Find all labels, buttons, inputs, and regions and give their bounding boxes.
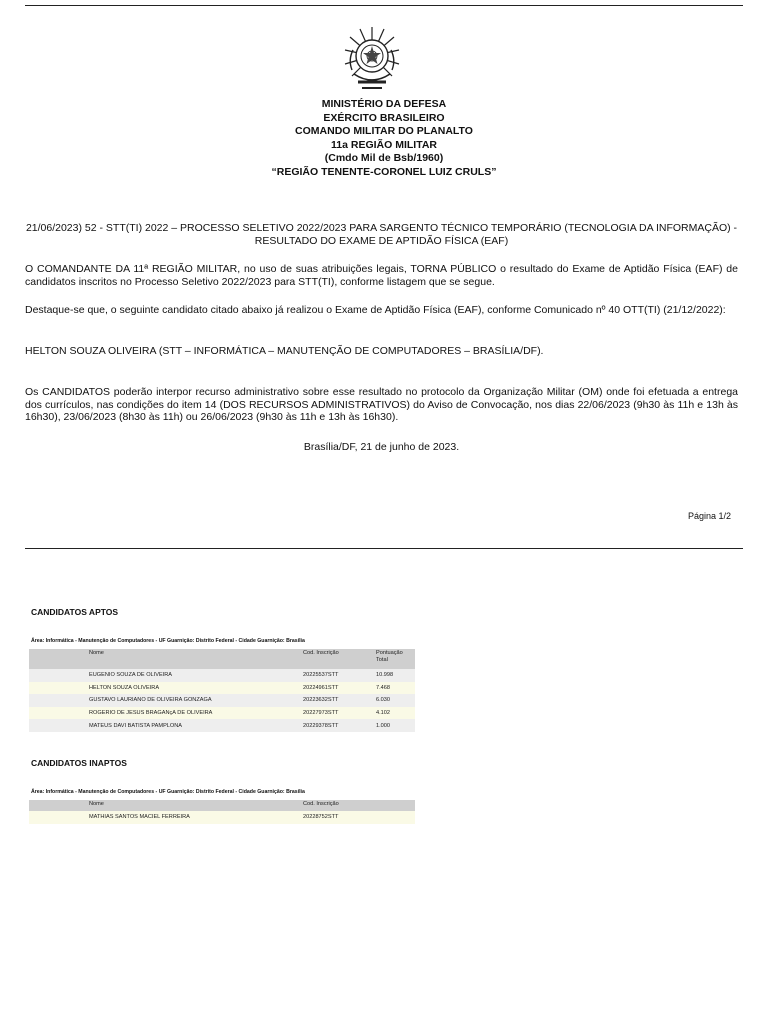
- table-header-row: [29, 800, 415, 811]
- candidate-score: 6.030: [375, 694, 415, 707]
- candidate-code: 20223632STT: [302, 694, 375, 707]
- candidate-name: ROGERIO DE JESUS BRAGANçA DE OLIVEIRA: [88, 707, 302, 720]
- section-title-aptos: CANDIDATOS APTOS: [31, 607, 119, 617]
- inaptos-table: [29, 800, 415, 824]
- section-title-inaptos: CANDIDATOS INAPTOS: [31, 758, 127, 768]
- header-line: (Cmdo Mil de Bsb/1960): [324, 152, 444, 165]
- paragraph-announcement: O COMANDANTE DA 11ª REGIÃO MILITAR, no uso de suas atribuições legais, TORNA PÚBLICO o resultado do Exame de Aptidão Física (EAF) de candidatos inscritos no Processo Seletivo 2022/2023 para STT(TI), conforme listagem que se segue.: [25, 263, 738, 288]
- candidate-score: 1.000: [375, 719, 415, 732]
- area-label: Área: Informática - Manutenção de Computadores - UF Guarnição: Distrito Federal - Cidade Guarnição: Brasília: [31, 638, 305, 644]
- header-line: MINISTÉRIO DA DEFESA: [321, 98, 447, 110]
- table-header-cod: Cod. Inscrição: [302, 800, 375, 811]
- candidate-code: 20227973STT: [302, 707, 375, 720]
- candidate-score: 4.102: [375, 707, 415, 720]
- coat-of-arms-icon: [344, 24, 400, 96]
- candidate-code: 20229378STT: [302, 719, 375, 732]
- table-header-cell: [29, 649, 88, 669]
- candidate-score: 10.998: [375, 669, 415, 682]
- top-rule: [25, 5, 743, 6]
- document-title: 21/06/2023) 52 - STT(TI) 2022 – PROCESSO SELETIVO 2022/2023 PARA SARGENTO TÉCNICO TEMPORÁRIO (TECNOLOGIA DA INFORMAÇÃO) - RESULTADO DO EXAME DE APTIDÃO FÍSICA (EAF): [25, 222, 738, 247]
- candidate-name: HELTON SOUZA OLIVEIRA: [88, 682, 302, 695]
- table-row: [29, 669, 415, 682]
- candidate-code: 20224961STT: [302, 682, 375, 695]
- page-break-rule: [25, 548, 743, 549]
- paragraph-candidate: HELTON SOUZA OLIVEIRA (STT – INFORMÁTICA – MANUTENÇÃO DE COMPUTADORES – BRASÍLIA/DF).: [25, 345, 544, 357]
- table-cell: [29, 682, 88, 695]
- header-line: 11a REGIÃO MILITAR: [331, 138, 437, 151]
- table-row: [29, 682, 415, 695]
- table-header-cell: [375, 800, 415, 811]
- table-row: [29, 719, 415, 732]
- table-header-nome: Nome: [88, 800, 302, 811]
- table-cell: [29, 719, 88, 732]
- table-header-nome: Nome: [88, 649, 302, 669]
- table-header-cod: Cod. Inscrição: [302, 649, 375, 669]
- table-cell: [29, 694, 88, 707]
- candidate-score: 7.468: [375, 682, 415, 695]
- table-header-cell: [29, 800, 88, 811]
- table-cell: [29, 707, 88, 720]
- table-header-row: [29, 649, 415, 669]
- table-cell: [29, 669, 88, 682]
- candidate-name: MATEUS DAVI BATISTA PAMPLONA: [88, 719, 302, 732]
- place-date: Brasília/DF, 21 de junho de 2023.: [303, 441, 460, 453]
- candidate-code: 20228752STT: [302, 811, 375, 824]
- paragraph-highlight: Destaque-se que, o seguinte candidato citado abaixo já realizou o Exame de Aptidão Física (EAF), conforme Comunicado nº 40 OTT(TI) (21/12/2022):: [25, 304, 726, 316]
- table-header-pontuacao: Pontuação Total: [375, 649, 415, 669]
- table-row: [29, 811, 415, 824]
- candidate-name: MATHIAS SANTOS MACIEL FERREIRA: [88, 811, 302, 824]
- aptos-table: [29, 649, 415, 732]
- area-label: Área: Informática - Manutenção de Computadores - UF Guarnição: Distrito Federal - Cidade Guarnição: Brasília: [31, 789, 305, 795]
- table-row: [29, 694, 415, 707]
- page-number: Página 1/2: [687, 511, 731, 521]
- candidate-name: EUGENIO SOUZA DE OLIVEIRA: [88, 669, 302, 682]
- candidate-name: GUSTAVO LAURIANO DE OLIVEIRA GONZAGA: [88, 694, 302, 707]
- header-line: COMANDO MILITAR DO PLANALTO: [295, 125, 473, 138]
- header-line: “REGIÃO TENENTE-CORONEL LUIZ CRULS”: [271, 165, 497, 178]
- institution-header: [0, 98, 768, 180]
- table-cell: [375, 811, 415, 824]
- table-cell: [29, 811, 88, 824]
- paragraph-appeal: Os CANDIDATOS poderão interpor recurso administrativo sobre esse resultado no protocolo da Organização Militar (OM) onde foi efetuada a entrega dos currículos, nas condições do item 14 (DOS RECURSOS ADMINISTRATIVOS) do Aviso de Convocação, nos dias 22/06/2023 (9h30 às 11h e 13h às 16h30), 23/06/2023 (8h30 às 11h) ou 26/06/2023 (9h30 às 11h e 13h às 16h30).: [25, 386, 738, 424]
- table-row: [29, 707, 415, 720]
- candidate-code: 20225537STT: [302, 669, 375, 682]
- header-line: EXÉRCITO BRASILEIRO: [323, 111, 445, 124]
